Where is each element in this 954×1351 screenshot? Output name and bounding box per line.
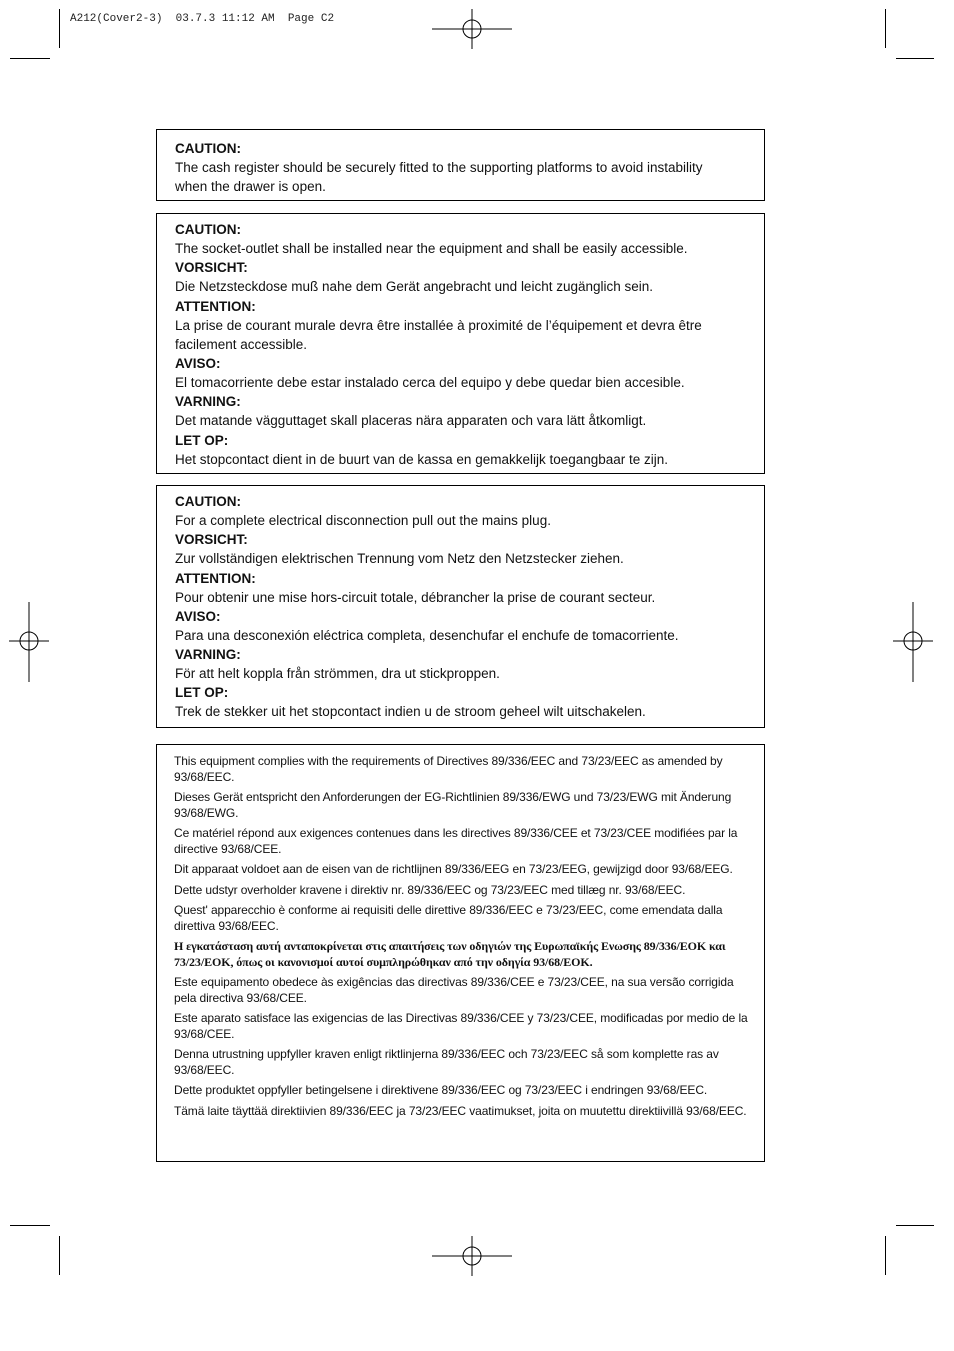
warning-text: Zur vollständigen elektrischen Trennung vom Netz den Netzstecker ziehen. [175, 551, 624, 567]
registration-mark-bottom [432, 1236, 512, 1276]
crop-mark [10, 1225, 50, 1226]
warning-text: Het stopcontact dient in de buurt van de kassa en gemakkelijk toegangbaar te zijn. [175, 451, 669, 467]
warning-label: VORSICHT: [175, 532, 248, 548]
warning-label: ATTENTION: [175, 570, 256, 586]
crop-mark [896, 58, 934, 59]
crop-mark [59, 9, 60, 48]
warning-label: LET OP: [175, 685, 229, 701]
warning-label: VORSICHT: [175, 260, 248, 276]
warning-text: El tomacorriente debe estar instalado cerca del equipo y debe quedar bien accesible. [175, 375, 685, 391]
compliance-statement-english: This equipment complies with the requirements of Directives 89/336/EEC and 73/23/EEC as amended by 93/68/EEC. [174, 754, 723, 784]
crop-mark [10, 58, 50, 59]
compliance-statement-finnish: Tämä laite täyttää direktiivien 89/336/EEC ja 73/23/EEC vaatimukset, joita on muutettu direktiivillä 93/68/EEC. [174, 1103, 747, 1118]
crop-mark [885, 9, 886, 48]
caution-text: The cash register should be securely fitted to the supporting platforms to avoid instability when the drawer is open. [175, 160, 703, 195]
compliance-statement-dutch: Dit apparaat voldoet aan de eisen van de richtlijnen 89/336/EEG en 73/23/EEG, gewijzigd door 93/68/EEG. [174, 862, 733, 876]
compliance-statement-portuguese: Este equipamento obedece às exigências das directivas 89/336/CEE e 73/23/CEE, na sua versão corrigida pela directiva 93/68/CEE. [174, 975, 734, 1005]
warning-text: Trek de stekker uit het stopcontact indien u de stroom geheel wilt uitschakelen. [175, 704, 646, 720]
warning-label: AVISO: [175, 356, 221, 372]
caution-box-stability [156, 129, 765, 201]
compliance-statement-italian: Quest' apparecchio è conforme ai requisiti delle direttive 89/336/EEC e 73/23/EEC, come emendata dalla direttiva 93/68/EEC. [174, 903, 723, 933]
warning-label: VARNING: [175, 394, 241, 410]
warning-label: ATTENTION: [175, 298, 256, 314]
compliance-statement-german: Dieses Gerät entspricht den Anforderungen der EG-Richtlinien 89/336/EWG und 73/23/EWG mit Änderung 93/68/EWG. [174, 790, 732, 820]
warning-label: CAUTION: [175, 222, 241, 237]
compliance-statement-norwegian: Dette produktet oppfyller betingelsene i direktivene 89/336/EEC og 73/23/EEC i endringen 93/68/EEC. [174, 1083, 708, 1097]
crop-mark [59, 1236, 60, 1275]
warning-text: For a complete electrical disconnection pull out the mains plug. [175, 513, 551, 528]
print-header: A212(Cover2-3) 03.7.3 11:12 AM Page C2 [70, 13, 335, 25]
warning-text: Para una desconexión eléctrica completa, desenchufar el enchufe de tomacorriente. [175, 627, 679, 643]
caution-box-socket-outlet [156, 213, 765, 474]
compliance-box [156, 744, 765, 1162]
compliance-statement-spanish: Este aparato satisface las exigencias de las Directivas 89/336/CEE y 73/23/CEE, modificadas por medio de la 93/68/CEE. [174, 1011, 748, 1041]
compliance-statement-french: Ce matériel répond aux exigences contenues dans les directives 89/336/CEE et 73/23/CEE modifiées par la directive 93/68/CEE. [174, 826, 738, 856]
compliance-statement-danish: Dette udstyr overholder kravene i direktiv nr. 89/336/EEC og 73/23/EEC med tillæg nr. 93/68/EEC. [174, 882, 686, 897]
warning-text: The socket-outlet shall be installed near the equipment and shall be easily accessible. [175, 241, 688, 256]
registration-mark-top [432, 9, 512, 49]
warning-label: CAUTION: [175, 494, 241, 509]
crop-mark [896, 1225, 934, 1226]
registration-mark-right [893, 602, 933, 682]
warning-label: AVISO: [175, 608, 221, 624]
warning-text: Pour obtenir une mise hors-circuit totale, débrancher la prise de courant secteur. [175, 589, 656, 605]
compliance-statement-greek: Η εγκατάσταση αυτή ανταποκρίνεται στις απαιτήσεις των οδηγιών της Ευρωπαϊκής Ενωσης 89/336/ΕΟΚ και 73/23/ΕΟΚ, όπως οι κανονισμοί αυτοί συμπληρώθηκαν από την οδηγία 93/68/ΕΟΚ. [174, 939, 726, 969]
warning-text: För att helt koppla från strömmen, dra ut stickproppen. [175, 666, 500, 682]
warning-label: VARNING: [175, 647, 241, 663]
compliance-statement-swedish: Denna utrustning uppfyller kraven enligt riktlinjerna 89/336/EEC och 73/23/EEC så som komplette ras av 93/68/EEC. [174, 1047, 719, 1077]
warning-text: Die Netzsteckdose muß nahe dem Gerät angebracht und leicht zugänglich sein. [175, 279, 654, 295]
warning-label: LET OP: [175, 432, 229, 448]
caution-label: CAUTION: [175, 141, 241, 156]
warning-text: Det matande vägguttaget skall placeras nära apparaten och vara lätt åtkomligt. [175, 413, 647, 429]
registration-mark-left [9, 602, 49, 682]
caution-box-disconnection [156, 485, 765, 728]
crop-mark [885, 1236, 886, 1275]
warning-text: La prise de courant murale devra être installée à proximité de l’équipement et devra être facilement accessible. [175, 317, 702, 352]
